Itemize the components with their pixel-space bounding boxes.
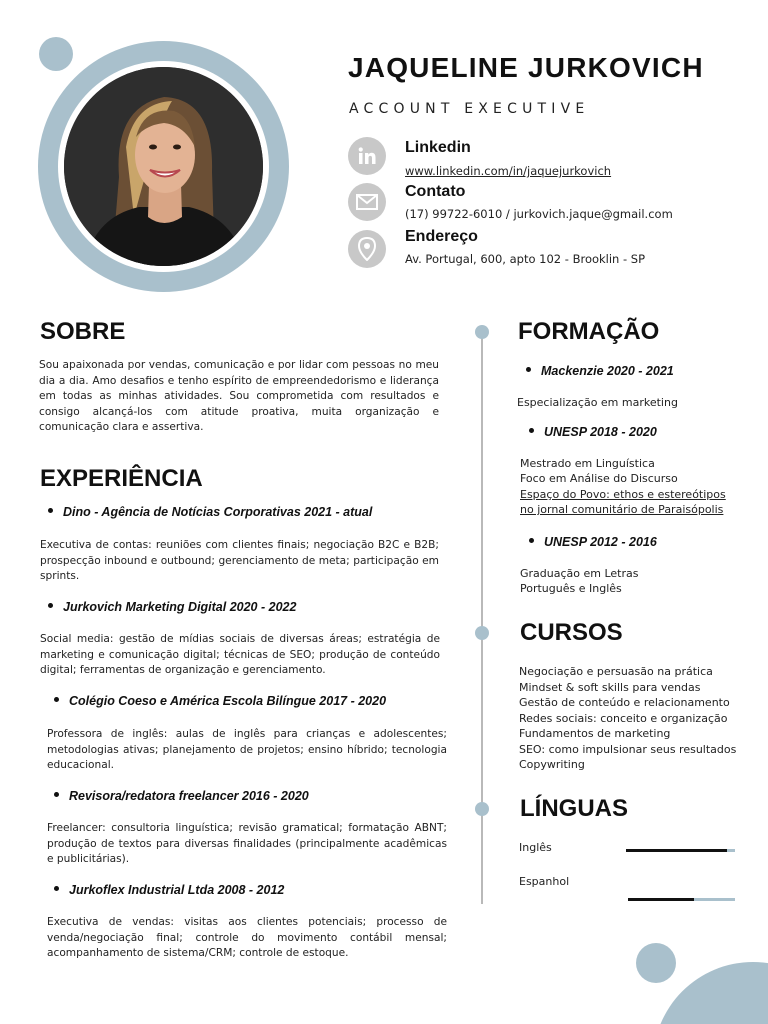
job-description: Social media: gestão de mídias sociais de diversas áreas; estratégia de marketing e comunicação digital; técnicas de SEO; produção de conteúdo digital; ferramentas de organização e gerenciamento. — [40, 633, 440, 677]
section-title-cursos: CURSOS — [520, 619, 623, 646]
bullet-icon — [54, 792, 59, 797]
job-description: Executiva de vendas: visitas aos clientes potenciais; processo de venda/negociação final; controle do movimento contábil mensal; acompanhamento de sistema/CRM; controle de estoque. — [47, 916, 447, 960]
language-level-fill — [628, 898, 694, 901]
linkedin-icon — [348, 137, 386, 175]
section-title-sobre: SOBRE — [40, 318, 126, 345]
bullet-icon — [54, 697, 59, 702]
education-detail: Português e Inglês — [520, 582, 622, 595]
decorative-circle — [636, 943, 676, 983]
timeline-divider — [481, 332, 483, 904]
job-description: Professora de inglês: aulas de inglês para crianças e adolescentes; metodologias ativas; planejamento de projetos; ensino híbrido; tecnologia educacional. — [47, 728, 447, 772]
linkedin-url-link[interactable]: www.linkedin.com/in/jaquejurkovich — [405, 164, 612, 178]
course-item: SEO: como impulsionar seus resultados — [519, 743, 737, 756]
sobre-text: Sou apaixonada por vendas, comunicação e por lidar com pessoas no meu dia a dia. Amo desafios e tenho espírito de empreendedorismo e liderança em todas as minhas atividades. Sou comprometida com resultados e consigo alcançá-los com atitude proativa, muita organização e comunicação clara e assertiva. — [39, 359, 439, 434]
bullet-icon — [526, 367, 531, 372]
linkedin-label: Linkedin — [405, 139, 471, 156]
person-portrait-icon — [64, 67, 263, 266]
contact-label: Contato — [405, 183, 466, 200]
decorative-circle — [39, 37, 73, 71]
language-name: Inglês — [519, 841, 552, 854]
education-thesis-link[interactable]: Espaço do Povo: ethos e estereótipos — [520, 488, 726, 501]
section-title-linguas: LÍNGUAS — [520, 795, 628, 822]
course-item: Copywriting — [519, 758, 585, 771]
job-title: Jurkoflex Industrial Ltda 2008 - 2012 — [54, 883, 284, 897]
address-value: Av. Portugal, 600, apto 102 - Brooklin - SP — [405, 252, 646, 266]
timeline-dot — [475, 802, 489, 816]
course-item: Redes sociais: conceito e organização — [519, 712, 728, 725]
education-detail: Foco em Análise do Discurso — [520, 472, 678, 485]
course-item: Fundamentos de marketing — [519, 727, 671, 740]
mail-icon — [348, 183, 386, 221]
bullet-icon — [529, 428, 534, 433]
education-thesis-link[interactable]: no jornal comunitário de Paraisópolis — [520, 503, 724, 516]
job-description: Freelancer: consultoria linguística; revisão gramatical; formatação ABNT; produção de textos para diversas finalidades (principalmente acadêmicas e publicitárias). — [47, 822, 447, 866]
education-title: UNESP 2018 - 2020 — [529, 425, 657, 439]
contact-phone-email: (17) 99722-6010 / jurkovich.jaque@gmail.com — [405, 207, 673, 221]
job-title: Revisora/redatora freelancer 2016 - 2020 — [54, 789, 309, 803]
language-level-bar — [628, 898, 735, 901]
course-item: Gestão de conteúdo e relacionamento — [519, 696, 730, 709]
language-level-bar — [626, 849, 735, 852]
bullet-icon — [54, 886, 59, 891]
education-detail: Graduação em Letras — [520, 567, 639, 580]
bullet-icon — [48, 603, 53, 608]
job-description: Executiva de contas: reuniões com clientes finais; negociação B2C e B2B; prospecção inbound e outbound; gerenciamento de meta; participação em sprints. — [40, 539, 439, 583]
job-role: ACCOUNT EXECUTIVE — [349, 101, 590, 117]
profile-photo-frame — [38, 41, 289, 292]
section-title-formacao: FORMAÇÃO — [518, 318, 660, 345]
education-title: UNESP 2012 - 2016 — [529, 535, 657, 549]
education-title: Mackenzie 2020 - 2021 — [526, 364, 674, 378]
timeline-dot — [475, 325, 489, 339]
course-item: Negociação e persuasão na prática — [519, 665, 713, 678]
bullet-icon — [48, 508, 53, 513]
address-label: Endereço — [405, 228, 478, 245]
language-name: Espanhol — [519, 875, 570, 888]
location-pin-icon — [348, 230, 386, 268]
profile-photo — [64, 67, 263, 266]
job-title: Dino - Agência de Notícias Corporativas 2021 - atual — [48, 505, 372, 519]
education-detail: Mestrado em Linguística — [520, 457, 655, 470]
section-title-experiencia: EXPERIÊNCIA — [40, 465, 203, 492]
job-title: Jurkovich Marketing Digital 2020 - 2022 — [48, 600, 296, 614]
language-level-fill — [626, 849, 727, 852]
course-item: Mindset & soft skills para vendas — [519, 681, 701, 694]
education-detail: Especialização em marketing — [517, 396, 678, 409]
bullet-icon — [529, 538, 534, 543]
timeline-dot — [475, 626, 489, 640]
candidate-name: JAQUELINE JURKOVICH — [348, 52, 704, 83]
job-title: Colégio Coeso e América Escola Bilíngue 2017 - 2020 — [54, 694, 386, 708]
